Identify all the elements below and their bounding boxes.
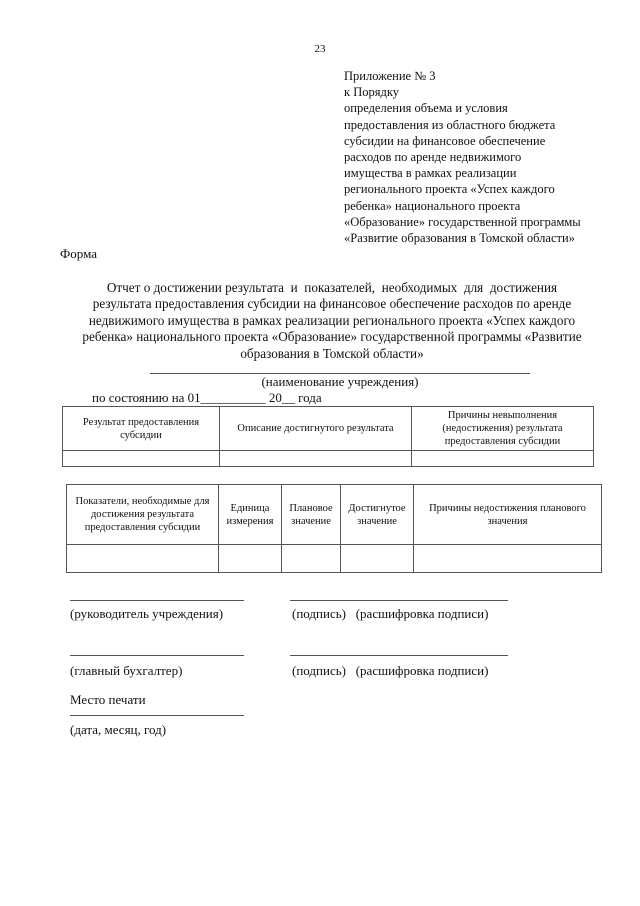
appendix-header <box>344 68 624 246</box>
date-caption: (дата, месяц, год) <box>70 722 167 737</box>
report-title <box>62 280 602 362</box>
appendix-line: предоставления из областного бюджета <box>344 117 556 132</box>
accountant-caption: (главный бухгалтер) <box>70 663 183 678</box>
appendix-line: регионального проекта «Успех каждого <box>344 182 555 197</box>
table2-cell[interactable] <box>219 545 282 573</box>
appendix-line: имущества в рамках реализации <box>344 166 517 181</box>
table2-cell[interactable] <box>341 545 414 573</box>
head-sign-line[interactable] <box>290 600 508 601</box>
table-row <box>67 545 602 573</box>
table1-cell[interactable] <box>220 451 412 467</box>
seal-label: Место печати <box>70 692 146 707</box>
indicators-table <box>66 484 602 573</box>
appendix-line: субсидии на финансовое обеспечение <box>344 133 546 148</box>
page-number: 23 <box>314 43 326 55</box>
report-date-line: по состоянию на 01__________ 20__ года <box>92 390 322 405</box>
title-line: образования в Томской области» <box>240 345 424 361</box>
title-line: Отчет о достижении результата и показателей, необходимых для достижения <box>106 280 558 295</box>
appendix-line: «Развитие образования в Томской области» <box>344 231 575 246</box>
appendix-line: «Образование» государственной программы <box>344 214 581 229</box>
table2-cell[interactable] <box>282 545 341 573</box>
title-line: ребенка» национального проекта «Образование» государственной программы «Развитие <box>82 329 582 345</box>
accountant-sign-caption: (подпись) (расшифровка подписи) <box>292 663 489 678</box>
table2-header-achieved: Достигнутое значение <box>341 485 414 545</box>
table1-header-description: Описание достигнутого результата <box>220 407 412 451</box>
results-table <box>62 406 594 467</box>
table1-cell[interactable] <box>63 451 220 467</box>
table-row <box>63 451 594 467</box>
form-label: Форма <box>60 246 97 261</box>
head-caption: (руководитель учреждения) <box>70 606 224 621</box>
table2-cell[interactable] <box>414 545 602 573</box>
appendix-line: определения объема и условия <box>344 101 508 116</box>
table1-header-result: Результат предоставления субсидии <box>63 407 220 451</box>
accountant-sign-line[interactable] <box>290 655 508 656</box>
table2-cell[interactable] <box>67 545 219 573</box>
table1-cell[interactable] <box>412 451 594 467</box>
title-line: результата предоставления субсидии на финансовое обеспечение расходов по аренде <box>92 296 572 312</box>
appendix-line: Приложение № 3 <box>344 69 436 83</box>
table2-header-reasons: Причины недостижения планового значения <box>414 485 602 545</box>
date-signature-line[interactable] <box>70 715 244 716</box>
table2-header-planned: Плановое значение <box>282 485 341 545</box>
appendix-line: ребенка» национального проекта <box>344 198 521 213</box>
accountant-signature-line[interactable] <box>70 655 244 656</box>
table2-header-unit: Единица измерения <box>219 485 282 545</box>
table1-header-reasons: Причины невыполнения (недостижения) результата предоставления субсидии <box>412 407 594 451</box>
table2-header-indicators: Показатели, необходимые для достижения результата предоставления субсидии <box>67 485 219 545</box>
appendix-line: расходов по аренде недвижимого <box>344 150 522 165</box>
head-signature-line[interactable] <box>70 600 244 601</box>
title-line: недвижимого имущества в рамках реализации регионального проекта «Успех каждого <box>88 312 576 328</box>
appendix-line: к Порядку <box>344 85 399 100</box>
head-sign-caption: (подпись) (расшифровка подписи) <box>292 606 489 621</box>
institution-caption: (наименование учреждения) <box>261 374 419 389</box>
